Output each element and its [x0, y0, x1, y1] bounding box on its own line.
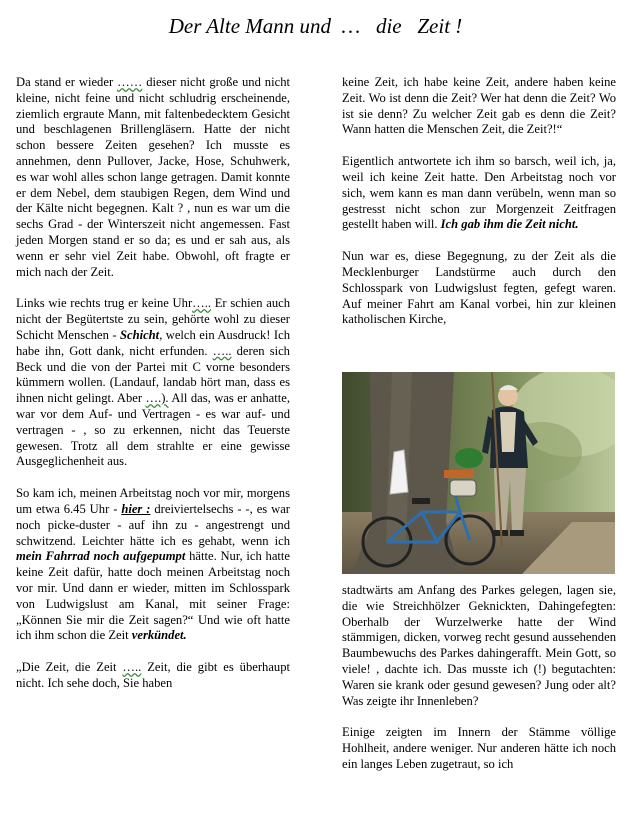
text: , welch ein Ausdruck! Ich habe ihn, Gott dank, nicht erfunden. [16, 327, 290, 358]
paragraph-4 [16, 660, 290, 692]
text: dreiviertelsechs - -, es war noch picke-duster - auf ihn zu - angestrengt und schwitzend. Leichter hätte ich es gehabt, wenn ich [16, 501, 290, 548]
text: deren sich Beck und die von der Partei mit C vorne besonders kümmern wollen. (Landauf, landab hört man, dass es ihnen nicht gelingt. Aber [16, 343, 290, 406]
text: Zeit, die gibt es überhaupt nicht. Ich sehe doch, Sie haben [16, 660, 290, 690]
text: „Die Zeit, die Zeit [16, 660, 123, 675]
ellipsis-mark: …… [117, 75, 143, 89]
paragraph-7: Nun war es, diese Begegnung, zu der Zeit als die Mecklenburger Landstürme auch durch den Schlosspark von Ludwigslust fegten, gefegt waren. Auf meiner Fahrt am Kanal vorbei, hin zur kleinen katholischen Kirche, [342, 249, 616, 327]
right-column-top [342, 75, 616, 328]
paragraph-9: Einige zeigten im Innern der Stämme völlige Hohlheit, andere weniger. Nur anderen hätte ich noch ein langes Leben zugetraut, so ich [342, 725, 616, 771]
emphasis-fahrrad: mein Fahrrad noch aufgepumpt [16, 549, 186, 564]
text: Links wie rechts trug er keine Uhr [16, 296, 193, 311]
ellipsis-mark: ….). [145, 391, 169, 406]
text: Eigentlich antwortete ich ihm so barsch, weil ich, ja, weil ich keine Zeit hatte. Den Arbeitstag noch vor sich, wem kann es man dann verübeln, wenn man so gestresst nicht schon zur Morgenzeit Zeitfragen gestellt haben will. [342, 154, 616, 232]
text: All das, was er anhatte, war vor dem Auf- und Vertragen - es war auf- und vertragen - , so zu erkennen, nicht das Teuerste gewesen. Trotz all dem strahlte er eine gewisse Ausgeglichenheit aus. [16, 391, 290, 469]
emphasis-verkuendet: verkündet. [131, 628, 187, 643]
ellipsis-mark: ….. [192, 296, 212, 311]
photo-old-man-with-bicycle [342, 372, 615, 574]
paragraph-2 [16, 296, 290, 470]
text: So kam ich, meinen Arbeitstag noch vor mir, morgens um etwa 6.45 Uhr - [16, 486, 290, 516]
text: hätte. Nur, ich hatte keine Zeit dafür, hatte doch meinen Arbeitstag noch vor mir. Und dann er wieder, mitten im Schlosspark von Ludwigslust am Kanal, mit seiner Frage: „Können Sie mir die Zeit sagen?“ Und wie oft hatte ich ihm schon die Zeit [16, 549, 290, 643]
text: Da stand er wieder [16, 75, 118, 89]
emphasis-schicht: Schicht [119, 327, 160, 342]
paragraph-1 [16, 75, 290, 280]
paragraph-5: keine Zeit, ich habe keine Zeit, andere haben keine Zeit. Wo ist denn die Zeit? Wer hat denn die Zeit? Wo ist sie denn? Zu welcher Zeit gab es denn die Zeit? Wann hatten die Menschen Zeit, die Zeit?!“ [342, 75, 616, 137]
photo-illustration [342, 372, 615, 574]
emphasis-hier: hier : [121, 501, 151, 516]
right-column-bottom [342, 583, 616, 773]
paragraph-6 [342, 154, 616, 233]
text: Er schien auch nicht der Begütertste zu sein, gehörte wohl zu dieser Schicht Menschen - [16, 296, 290, 342]
emphasis-zeit-nicht: Ich gab ihm die Zeit nicht. [440, 217, 579, 232]
text: dieser nicht große und nicht kleine, nicht feine und nicht schludrig erscheinende, ziemlich ergraute Mann, mit faltenbedecktem Gesicht und beschlagenen Brillengläsern. Hatte der nicht schon bessere Zeiten gesehen? Ich musste es annehmen, denn Pullover, Jacke, Hose, Schuhwerk, es war wohl alles schon lange getragen. Damit konnte er dem Nebel, dem staubigen Regen, dem Wind und der Kälte nicht begegnen. Kalt ? , nun es war um die sechs Grad - der Winterszeit nicht angemessen. Fast jeden Morgen stand er so da; es und er sah aus, als wenn er sehr viel Zeit habe. Obwohl, oft fragte er mich nach der Zeit. [16, 75, 290, 279]
left-column [16, 75, 290, 692]
page-title: Der Alte Mann und … die Zeit ! [168, 14, 463, 38]
ellipsis-mark: ….. [212, 343, 232, 358]
ellipsis-mark: ….. [122, 660, 142, 675]
paragraph-8: stadtwärts am Anfang des Parkes gelegen, lagen sie, die wie Streichhölzer Geknickten, Dahingefegten: Oberhalb der Wurzelwerke hatte der Wind stämmigen, dicken, vorweg recht gesund aussehenden Baumbewuchs des Parkes dahingerafft. Mein Gott, so viele! , dachte ich. Das musste ich (!) begutachten: Waren sie krank oder gesund gewesen? Jung oder alt? Was zeigte ihr Innenleben? [342, 583, 616, 708]
paragraph-3 [16, 486, 290, 644]
